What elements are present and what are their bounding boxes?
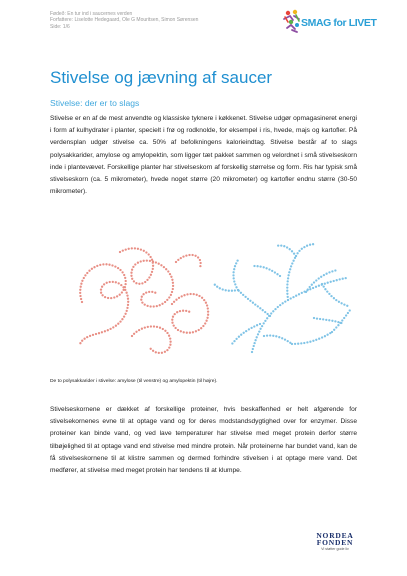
meta-authors: Forfattere: Liselotte Hedegaard, Ole G Mouritsen, Simon Sørensen: [50, 17, 199, 24]
meta-source: Fødeð: En tur ind i saucernes verden: [50, 11, 133, 17]
polysaccharide-illustration: [74, 240, 354, 360]
amylose-chain: [79, 247, 209, 354]
logo-text: SMAG for LIVET: [301, 17, 377, 29]
nordea-tagline: Vi støtter gode liv: [321, 547, 349, 551]
smag-for-livet-logo: [282, 8, 377, 40]
figure-caption: De to polysakkarider i stivelse: amylose (til venstre) og amylopektin (til højre).: [50, 379, 218, 384]
amylopectin-tree: [214, 243, 351, 353]
nordea-fonden-logo: [310, 532, 360, 551]
section-subtitle: Stivelse: der er to slags: [50, 98, 140, 108]
document-meta: [50, 11, 198, 30]
intro-paragraph: Stivelse er en af de mest anvendte og klassiske tyknere i køkkenet. Stivelse udgør opmagasineret energi i form af kulhydrater i planter, specielt i frø og rodknolde, for eksempel i ris, hvede, majs og kartofler. På verdensplan udgør stivelse ca. 50% af befolkningens kalorieindtag. Stivelse består af to slags polysakkarider, amylose og amylopektin, som ligger tæt pakket sammen og velordnet i små stivelseskorn inde i plantevævet. Forskellige planter har stivelseskorn af forskellig størrelse og form. Ris har typisk små stivelseskorn (ca. 5 mikrometer), hvede noget større (20 mikrometer) og kartofler endnu større (30-50 mikrometer).: [50, 115, 357, 196]
page-title: Stivelse og jævning af saucer: [50, 68, 273, 87]
nordea-brand: NORDEA FONDEN: [316, 531, 354, 547]
meta-page: Side: 1/6: [50, 23, 70, 30]
logo-figures-icon: [282, 8, 302, 36]
protein-paragraph: Stivelseskornene er dækket af forskellige proteiner, hvis beskaffenhed er helt afgørende for stivelsekornenes evne til at optage vand og for deres modstandsdygtighed over for enzymer. Disse proteiner kan binde vand, og ved lave temperaturer har stivelse med meget protein derfor større tilbøjelighed til at optage vand end stivelse med mindre protein. Når proteinerne har bundet vand, kan de få stivelseskornene til at klistre sammen og dermed forhindre stivelsen i at optage mere vand. Det medfører, at stivelse med meget protein har tendens til at klumpe.: [50, 406, 357, 475]
